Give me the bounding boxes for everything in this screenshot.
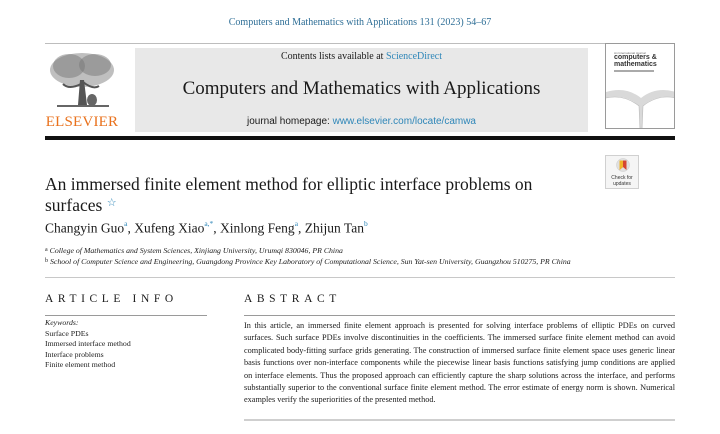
- journal-cover-thumbnail[interactable]: [605, 43, 675, 129]
- author-affiliation-mark[interactable]: a,*: [204, 219, 214, 228]
- check-for-updates-line2: updates: [613, 181, 631, 187]
- contents-prefix: Contents lists available at: [280, 51, 386, 62]
- sciencedirect-link[interactable]: ScienceDirect: [385, 51, 443, 62]
- keyword-item[interactable]: Immersed interface method: [45, 339, 131, 348]
- header-thick-divider: [45, 136, 675, 140]
- author-affiliation-mark[interactable]: b: [363, 219, 368, 228]
- abstract-divider: [244, 315, 675, 316]
- header-top-divider: [45, 43, 675, 44]
- title-footnote-star-icon[interactable]: ☆: [106, 197, 117, 209]
- cover-small-line: An International Journal: [614, 51, 646, 55]
- cover-wave-art-icon: [606, 84, 675, 129]
- author-name[interactable]: Zhijun Tan: [304, 220, 364, 236]
- article-title: [45, 174, 590, 216]
- author-affiliation-mark[interactable]: a: [294, 219, 299, 228]
- cover-title: [614, 54, 657, 68]
- affiliations: [45, 245, 571, 267]
- affiliation-mark: a: [45, 247, 48, 253]
- homepage-line: [135, 116, 588, 127]
- affiliation-mark: b: [45, 258, 48, 264]
- contents-line: [135, 51, 588, 62]
- article-title-text: An immersed finite element method for elliptic interface problems on surfaces: [45, 174, 533, 215]
- keywords-label: Keywords:: [45, 318, 79, 327]
- check-for-updates-label: [606, 175, 638, 187]
- affiliation-item: [45, 256, 571, 267]
- check-for-updates-button[interactable]: [605, 155, 639, 189]
- cover-title-line2: mathematics: [614, 61, 657, 68]
- keyword-item[interactable]: Finite element method: [45, 360, 116, 369]
- affiliation-item: [45, 245, 571, 256]
- keywords-block: [45, 318, 131, 371]
- author-list: Changyin Guo$^a$, Xufeng Xiao$^{a,*}$, Xinlong Feng$^a$, Zhijun Tan$^b$: [45, 219, 368, 236]
- article-info-divider: [45, 315, 207, 316]
- journal-header-banner: [135, 48, 588, 132]
- journal-title[interactable]: Computers and Mathematics with Applications: [182, 78, 541, 99]
- elsevier-tree-icon: [47, 50, 117, 112]
- affiliation-text: College of Mathematics and System Sciences, Xinjiang University, Urumqi 830046, PR China: [49, 246, 343, 255]
- elsevier-wordmark: ELSEVIER: [45, 114, 119, 130]
- keyword-item[interactable]: Surface PDEs: [45, 328, 89, 338]
- abstract-heading: ABSTRACT: [244, 293, 341, 305]
- keyword-item[interactable]: Interface problems: [45, 349, 104, 359]
- journal-reference[interactable]: Computers and Mathematics with Applications 131 (2023) 54–67: [228, 17, 492, 28]
- cover-title-line1: computers &: [614, 54, 657, 61]
- article-info-heading: ARTICLE INFO: [45, 293, 178, 305]
- crossmark-icon: [616, 158, 630, 174]
- homepage-prefix: journal homepage:: [246, 116, 333, 127]
- cover-subtitle-bar: [614, 70, 654, 72]
- section-divider: [45, 277, 675, 278]
- abstract-bottom-divider: [244, 419, 675, 421]
- author-name[interactable]: Xufeng Xiao: [134, 220, 205, 236]
- author-name[interactable]: Changyin Guo: [45, 220, 125, 236]
- journal-homepage-link[interactable]: www.elsevier.com/locate/camwa: [332, 116, 476, 127]
- author-affiliation-mark[interactable]: a: [124, 219, 128, 228]
- elsevier-logo[interactable]: [45, 48, 119, 132]
- author-name[interactable]: Xinlong Feng: [220, 220, 295, 236]
- abstract-body: In this article, an immersed finite element approach is presented for solving interface problems of elliptic PDEs on curved surfaces. Such surface PDEs involve discontinuities in the coefficients. The immersed surface finite element method can avoid complicated body-fitting surface grids generating. The construction of immersed surface finite element space uses generic linear basis functions over non-interface components while the piecewise linear basis functions satisfying jump conditions are applied on interface elements. Thus the proposed approach can efficiently capture the sharp solutions across the interface, and performs substantially superior to the conventional surface finite element method. The error estimate of energy norm is shown. Numerical examples verify the superiorities of the presented method.: [244, 321, 675, 405]
- affiliation-text: School of Computer Science and Engineering, Guangdong Province Key Laboratory of Computational Science, Sun Yat-sen University, Guangzhou 510275, PR China: [50, 257, 571, 266]
- check-for-updates-line1: Check for: [611, 175, 633, 181]
